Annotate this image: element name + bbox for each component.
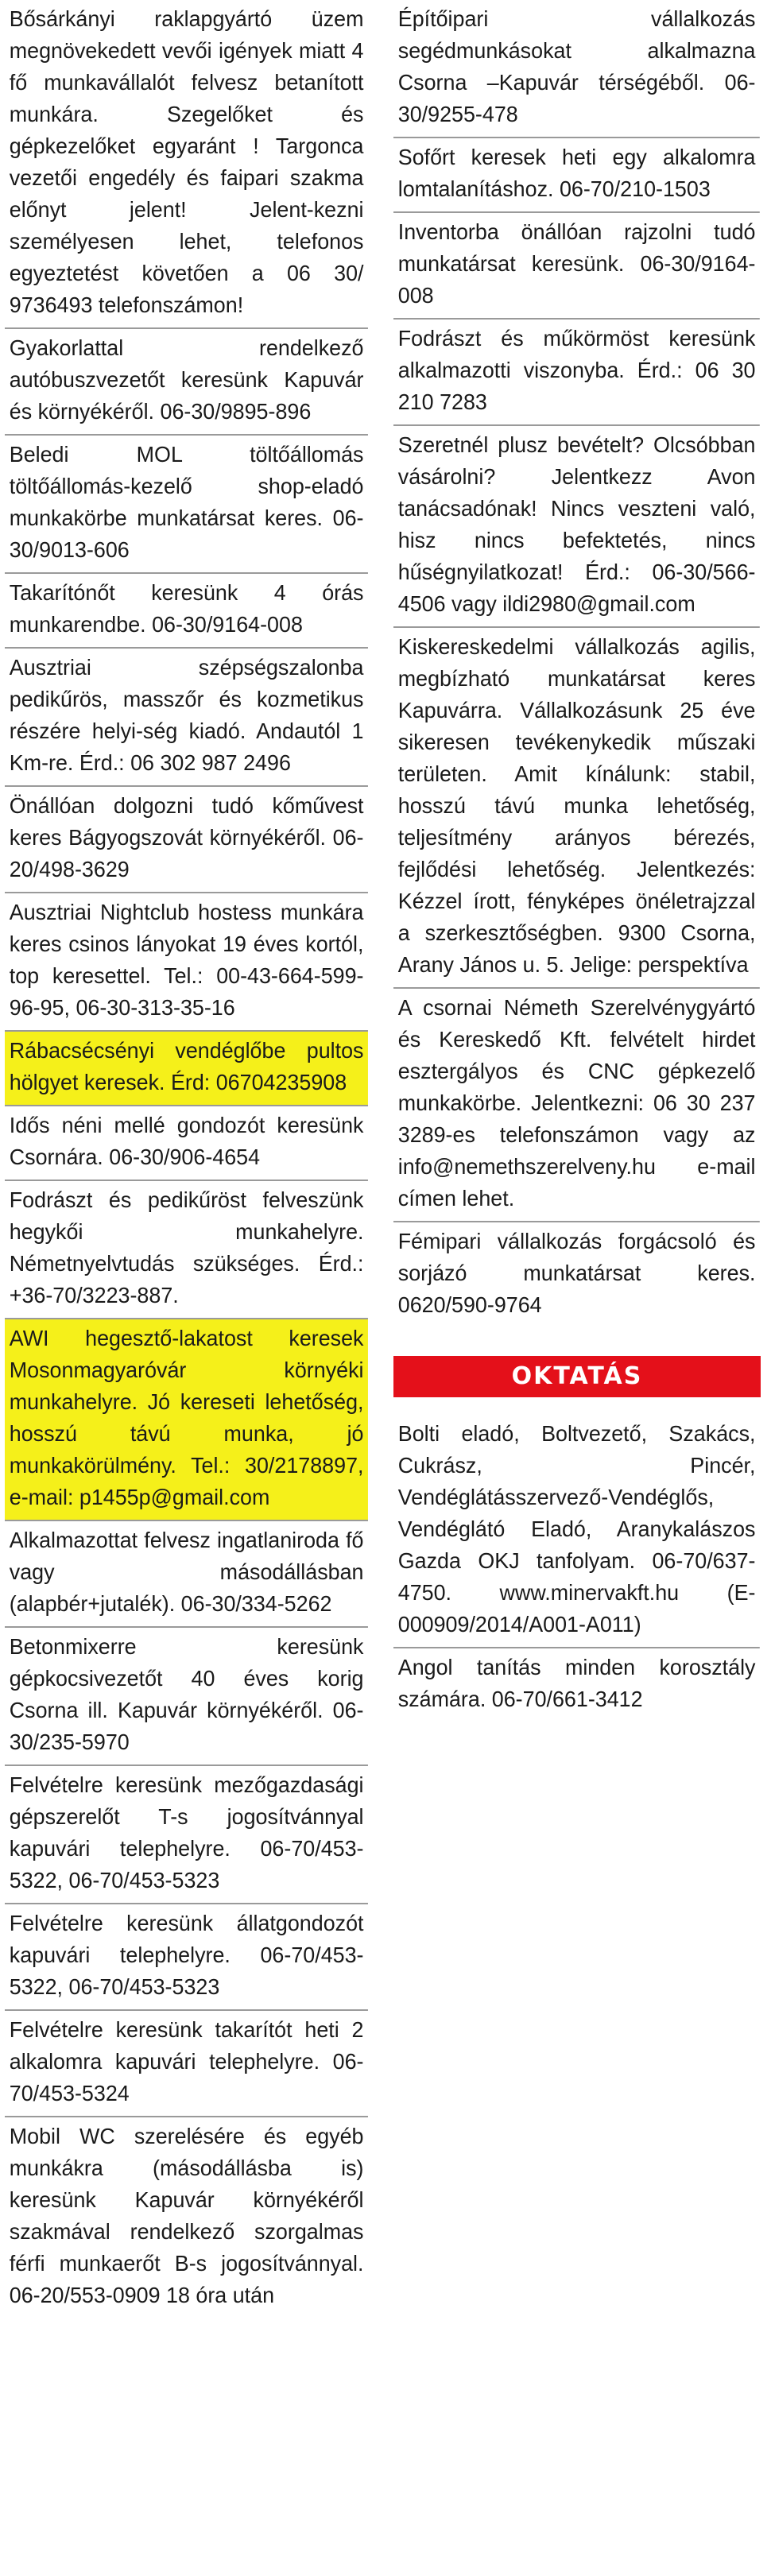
- classified-ad: Ausztriai Nightclub hostess munkára keres csinos lányokat 19 éves kortól, top keresettel. Tel.: 00-43-664-599-96-95, 06-30-313-35-16: [5, 893, 368, 1032]
- classified-ad: A csornai Németh Szerelvénygyártó és Kereskedő Kft. felvételt hirdet esztergályos és CNC gépkezelő munkakörbe. Jelentkezni: 06 30 237 3289-es telefonszámon vagy az info@nemethszerelveny.hu e-mail címen lehet.: [393, 989, 760, 1222]
- classified-ad: Sofőrt keresek heti egy alkalomra lomtalanításhoz. 06-70/210-1503: [393, 138, 760, 213]
- highlighted-classified-ad: Rábacsécsényi vendéglőbe pultos hölgyet keresek. Érd: 06704235908: [5, 1032, 368, 1106]
- classified-ad: Fodrászt és műkörmöst keresünk alkalmazotti viszonyba. Érd.: 06 30 210 7283: [393, 320, 760, 426]
- classified-ad: Mobil WC szerelésére és egyéb munkákra (másodállásba is) keresünk Kapuvár környékéről szakmával rendelkező szorgalmas férfi munkaerőt B-s jogosítvánnyal. 06-20/553-0909 18 óra után: [9, 2124, 364, 2307]
- classified-ad: Takarítónőt keresünk 4 órás munkarendbe. 06-30/9164-008: [5, 574, 368, 649]
- left-column: [5, 0, 369, 2318]
- education-ad: Angol tanítás minden korosztály számára. 06-70/661-3412: [397, 1655, 756, 1711]
- classified-ad: Felvételre keresünk állatgondozót kapuvári telephelyre. 06-70/453-5322, 06-70/453-5323: [5, 1904, 368, 2011]
- classified-ad: Inventorba önállóan rajzolni tudó munkatársat keresünk. 06-30/9164-008: [393, 213, 760, 320]
- classified-ad: Betonmixerre keresünk gépkocsivezetőt 40 éves korig Csorna ill. Kapuvár környékéről. 06-30/235-5970: [5, 1628, 368, 1766]
- classified-ad: Gyakorlattal rendelkező autóbuszvezetőt keresünk Kapuvár és környékéről. 06-30/9895-896: [5, 329, 368, 436]
- classified-ad: Alkalmazottat felvesz ingatlaniroda fő vagy másodállásban (alapbér+jutalék). 06-30/334-5262: [5, 1521, 368, 1628]
- right-column: [393, 0, 761, 1722]
- education-ad: Bolti eladó, Boltvezető, Szakács, Cukrász, Pincér, Vendéglátásszervező-Vendéglős, Vendéglátó Eladó, Aranykalászos Gazda OKJ tanfolyam. 06-70/637-4750. www.minervakft.hu (E-000909/2014/A001-A011): [393, 1415, 760, 1648]
- classified-ad: Kiskereskedelmi vállalkozás agilis, megbízható munkatársat keres Kapuvárra. Vállalkozásunk 25 éve sikeresen tevékenykedik műszaki területen. Amit kínálunk: stabil, hosszú távú munka lehetőség, teljesítmény arányos bérezés, fejlődési lehetőség. Jelentkezés: Kézzel írott, fényképes önéletrajzzal a szerkesztőségben. 9300 Csorna, Arany János u. 5. Jelige: perspektíva: [393, 628, 760, 989]
- section-header-oktatas: OKTATÁS: [393, 1356, 761, 1397]
- classified-ad: Felvételre keresünk mezőgazdasági gépszerelőt T-s jogosítvánnyal kapuvári telephelyre. 06-70/453-5322, 06-70/453-5323: [5, 1766, 368, 1904]
- classified-ad: Beledi MOL töltőállomás töltőállomás-kezelő shop-eladó munkakörbe munkatársat keres. 06-30/9013-606: [5, 436, 368, 574]
- classified-ad: Építőipari vállalkozás segédmunkásokat alkalmazna Csorna –Kapuvár térségéből. 06-30/9255-478: [393, 0, 760, 138]
- highlighted-classified-ad: AWI hegesztő-lakatost keresek Mosonmagyaróvár környéki munkahelyre. Jó kereseti lehetőség, hosszú távú munka, jó munkakörülmény. Tel.: 30/2178897, e-mail: p1455p@gmail.com: [5, 1319, 368, 1521]
- classified-ad: Bősárkányi raklapgyártó üzem megnövekedett vevői igények miatt 4 fő munkavállalót felvesz betanított munkára. Szegelőket és gépkezelőket egyaránt ! Targonca vezetői engedély és faipari szakma előnyt jelent! Jelent-kezni személyesen lehet, telefonos egyeztetést követően a 06 30/ 9736493 telefonszámon!: [5, 0, 368, 329]
- classified-ad: Felvételre keresünk takarítót heti 2 alkalomra kapuvári telephelyre. 06-70/453-5324: [5, 2011, 368, 2117]
- classified-ad: Idős néni mellé gondozót keresünk Csornára. 06-30/906-4654: [5, 1106, 368, 1181]
- classified-ad: Ausztriai szépségszalonba pedikűrös, masszőr és kozmetikus részére helyi-ség kiadó. Andautól 1 Km-re. Érd.: 06 302 987 2496: [5, 649, 368, 787]
- classified-ad: Szeretnél plusz bevételt? Olcsóbban vásárolni? Jelentkezz Avon tanácsadónak! Nincs veszteni való, hisz nincs befektetés, nincs hűségnyilatkozat! Érd.: 06-30/566-4506 vagy ildi2980@gmail.com: [393, 426, 760, 628]
- classified-ad: Fémipari vállalkozás forgácsoló és sorjázó munkatársat keres. 0620/590-9764: [397, 1229, 756, 1317]
- classified-ad: Fodrászt és pedikűröst felveszünk hegykői munkahelyre. Németnyelvtudás szükséges. Érd.: +36-70/3223-887.: [5, 1181, 368, 1319]
- classified-ad: Önállóan dolgozni tudó kőművest keres Bágyogszovát környékéről. 06-20/498-3629: [5, 787, 368, 893]
